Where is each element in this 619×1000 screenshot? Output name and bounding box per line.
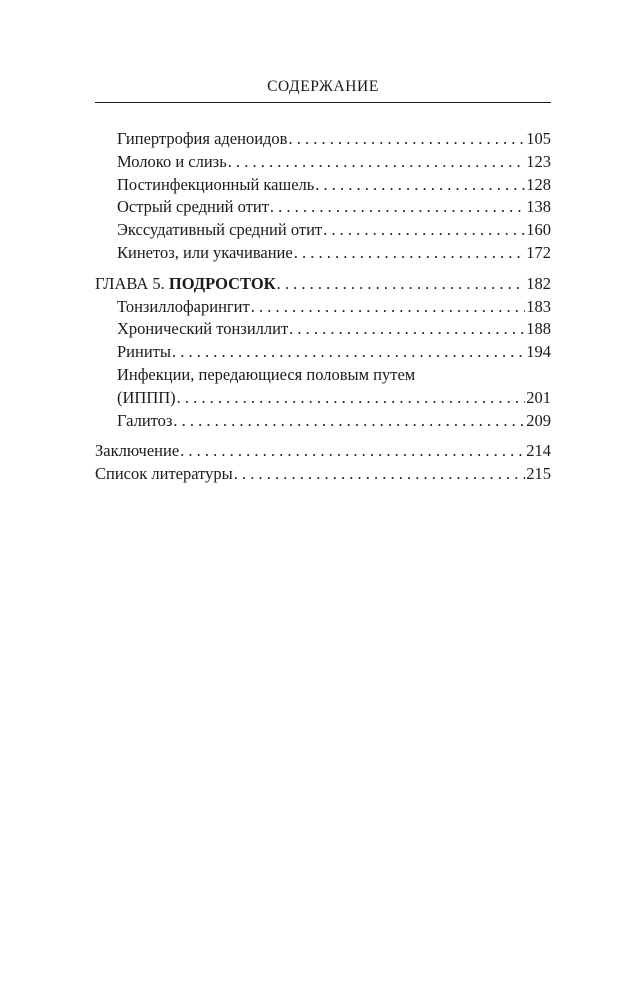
toc-entry [95,242,551,265]
dot-leader [270,196,525,219]
toc-entry-title-line2: (ИППП) [117,387,176,407]
toc-entry-page: 182 [526,273,551,293]
toc-entry-page: 183 [526,296,551,316]
toc-backmatter-entry [95,463,551,486]
toc-entry-title-line1: Инфекции, передающиеся половым путем [117,364,416,384]
dot-leader [294,242,526,265]
page-title: СОДЕРЖАНИЕ [267,78,379,95]
chapter-title [95,273,276,296]
dot-leader [180,440,525,463]
section-gap [95,432,551,440]
dot-leader [288,128,525,151]
toc-entry-page: 128 [526,174,551,194]
toc-entry [95,219,551,242]
dot-leader [323,219,525,242]
chapter-name: ПОДРОСТОК [168,273,276,293]
toc-entry [95,387,551,410]
toc-entry-title: Экссудативный средний отит [117,220,323,240]
toc-backmatter-entry [95,440,551,463]
toc-entry-title: Риниты [117,342,171,362]
dot-leader [277,273,526,296]
toc-entry [95,128,551,151]
toc-entry-page: 209 [526,410,551,430]
toc-entry-title: Острый средний отит [117,197,269,217]
toc-entry [95,196,551,219]
toc-entry-title: Постинфекционный кашель [117,174,315,194]
toc-chapter-heading [95,273,551,296]
toc-entry-page: 123 [526,151,551,171]
toc-entry-page: 160 [526,220,551,240]
section-gap [95,265,551,273]
toc-entry-page: 214 [526,441,551,461]
toc-entry-title: Молоко и слизь [117,151,227,171]
chapter-prefix: ГЛАВА 5. [95,273,169,293]
dot-leader [251,296,526,319]
toc-entry-title: Гипертрофия аденоидов [117,129,288,148]
dot-leader [172,341,525,364]
toc-entry [95,341,551,364]
toc-entry-page: 188 [526,319,551,339]
toc-entry-page: 138 [526,197,551,217]
dot-leader [234,463,526,486]
toc-entry-page: 215 [526,464,551,484]
toc-entry-title: Список литературы [95,464,233,484]
dot-leader [315,174,525,197]
toc-entry-page: 105 [526,129,551,148]
toc-entry-title: Тонзиллофарингит [117,296,250,316]
toc-entry-title: Заключение [95,441,180,461]
toc-entry-title: Хронический тонзиллит [117,319,289,339]
toc-entry-title: Кинетоз, или укачивание [117,242,293,262]
toc-entry-title: Галитоз [117,410,173,430]
toc-entry-page: 172 [526,242,551,262]
running-header [95,76,551,103]
toc-entry [95,318,551,341]
table-of-contents [95,128,551,486]
toc-entry [95,410,551,433]
dot-leader [177,387,526,410]
toc-entry-page: 194 [526,342,551,362]
dot-leader [173,410,525,433]
dot-leader [289,318,525,341]
toc-entry [95,174,551,197]
dot-leader [228,151,526,174]
toc-entry-page: 201 [526,387,551,407]
toc-entry [95,296,551,319]
toc-entry [95,151,551,174]
